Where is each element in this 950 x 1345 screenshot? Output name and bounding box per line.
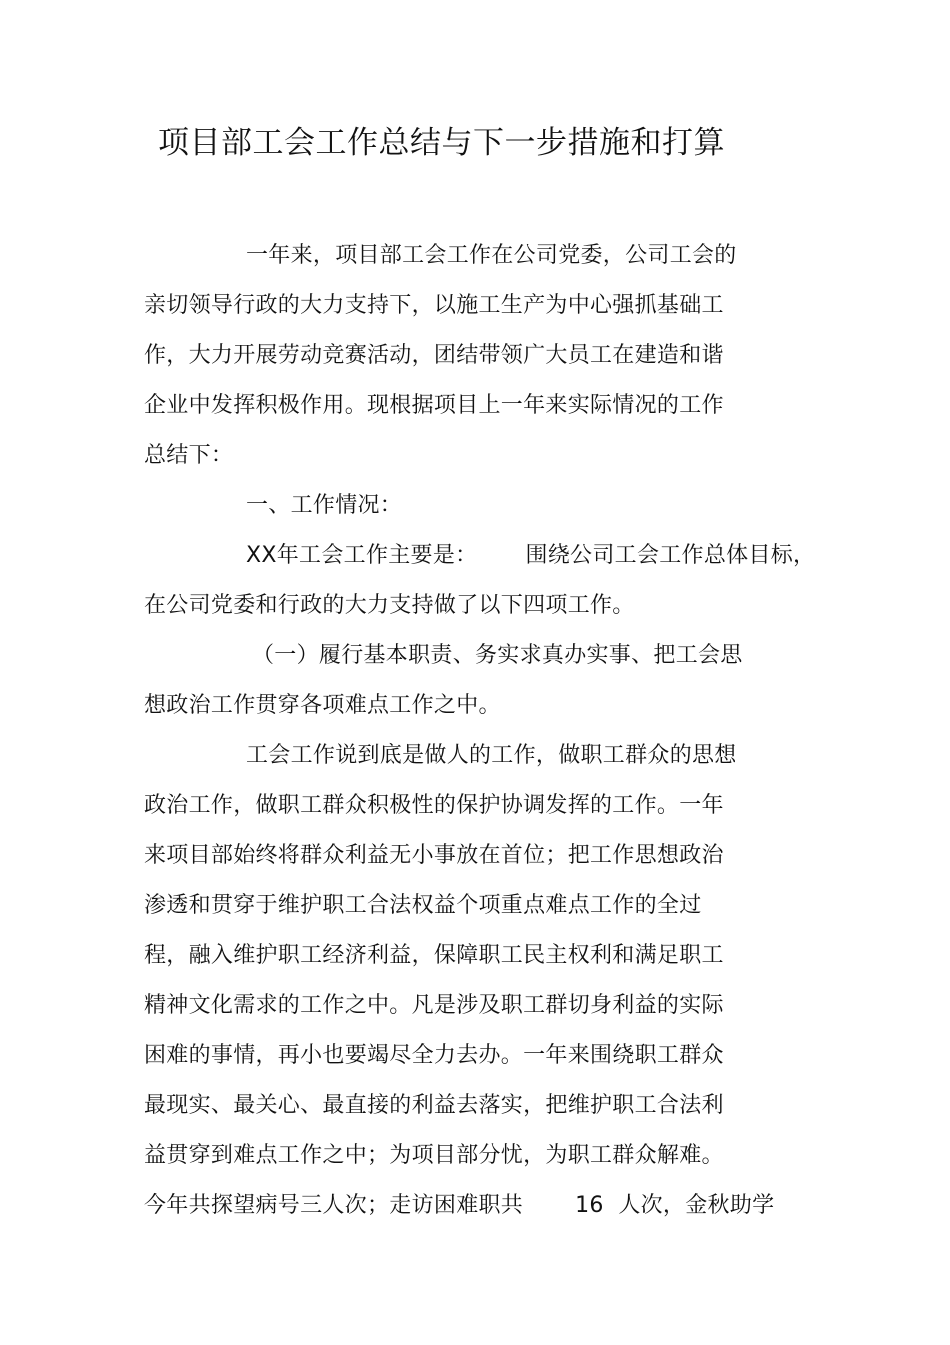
paragraph-line: 益贯穿到难点工作之中；为项目部分忧，为职工群众解难。 [144, 1143, 724, 1168]
paragraph-line: 想政治工作贯穿各项难点工作之中。 [144, 693, 501, 718]
line-segment: 今年共探望病号三人次；走访困难职共 [144, 1193, 524, 1218]
line-segment: 16 [575, 1193, 604, 1218]
paragraph-line [144, 1190, 774, 1222]
paragraph-line: 亲切领导行政的大力支持下，以施工生产为中心强抓基础工 [144, 293, 724, 318]
paragraph-line: 一年来，项目部工会工作在公司党委，公司工会的 [246, 243, 737, 268]
paragraph-line: 总结下： [144, 443, 234, 468]
document-title: 项目部工会工作总结与下一步措施和打算 [158, 125, 725, 161]
paragraph-line [246, 540, 815, 572]
paragraph-line: 精神文化需求的工作之中。凡是涉及职工群切身利益的实际 [144, 993, 724, 1018]
section-heading: 一、工作情况： [246, 493, 403, 518]
paragraph-line: 企业中发挥积极作用。现根据项目上一年来实际情况的工作 [144, 393, 724, 418]
paragraph-line: 政治工作，做职工群众积极性的保护协调发挥的工作。一年 [144, 793, 724, 818]
subsection-heading: （一）履行基本职责、务实求真办实事、把工会思 [252, 643, 743, 668]
paragraph-line: 渗透和贯穿于维护职工合法权益个项重点难点工作的全过 [144, 893, 702, 918]
paragraph-line: 最现实、最关心、最直接的利益去落实，把维护职工合法利 [144, 1093, 724, 1118]
line-segment: 围绕公司工会工作总体目标， [525, 543, 816, 568]
paragraph-line: 困难的事情，再小也要竭尽全力去办。一年来围绕职工群众 [144, 1043, 724, 1068]
paragraph-line: 来项目部始终将群众利益无小事放在首位；把工作思想政治 [144, 843, 724, 868]
paragraph-line: 程，融入维护职工经济利益，保障职工民主权利和满足职工 [144, 943, 724, 968]
line-segment: 人次，金秋助学 [618, 1193, 775, 1218]
paragraph-line: 工会工作说到底是做人的工作，做职工群众的思想 [246, 743, 737, 768]
line-segment: XX年工会工作主要是： [246, 543, 478, 568]
paragraph-line: 作，大力开展劳动竞赛活动，团结带领广大员工在建造和谐 [144, 343, 724, 368]
paragraph-line: 在公司党委和行政的大力支持做了以下四项工作。 [144, 593, 635, 618]
